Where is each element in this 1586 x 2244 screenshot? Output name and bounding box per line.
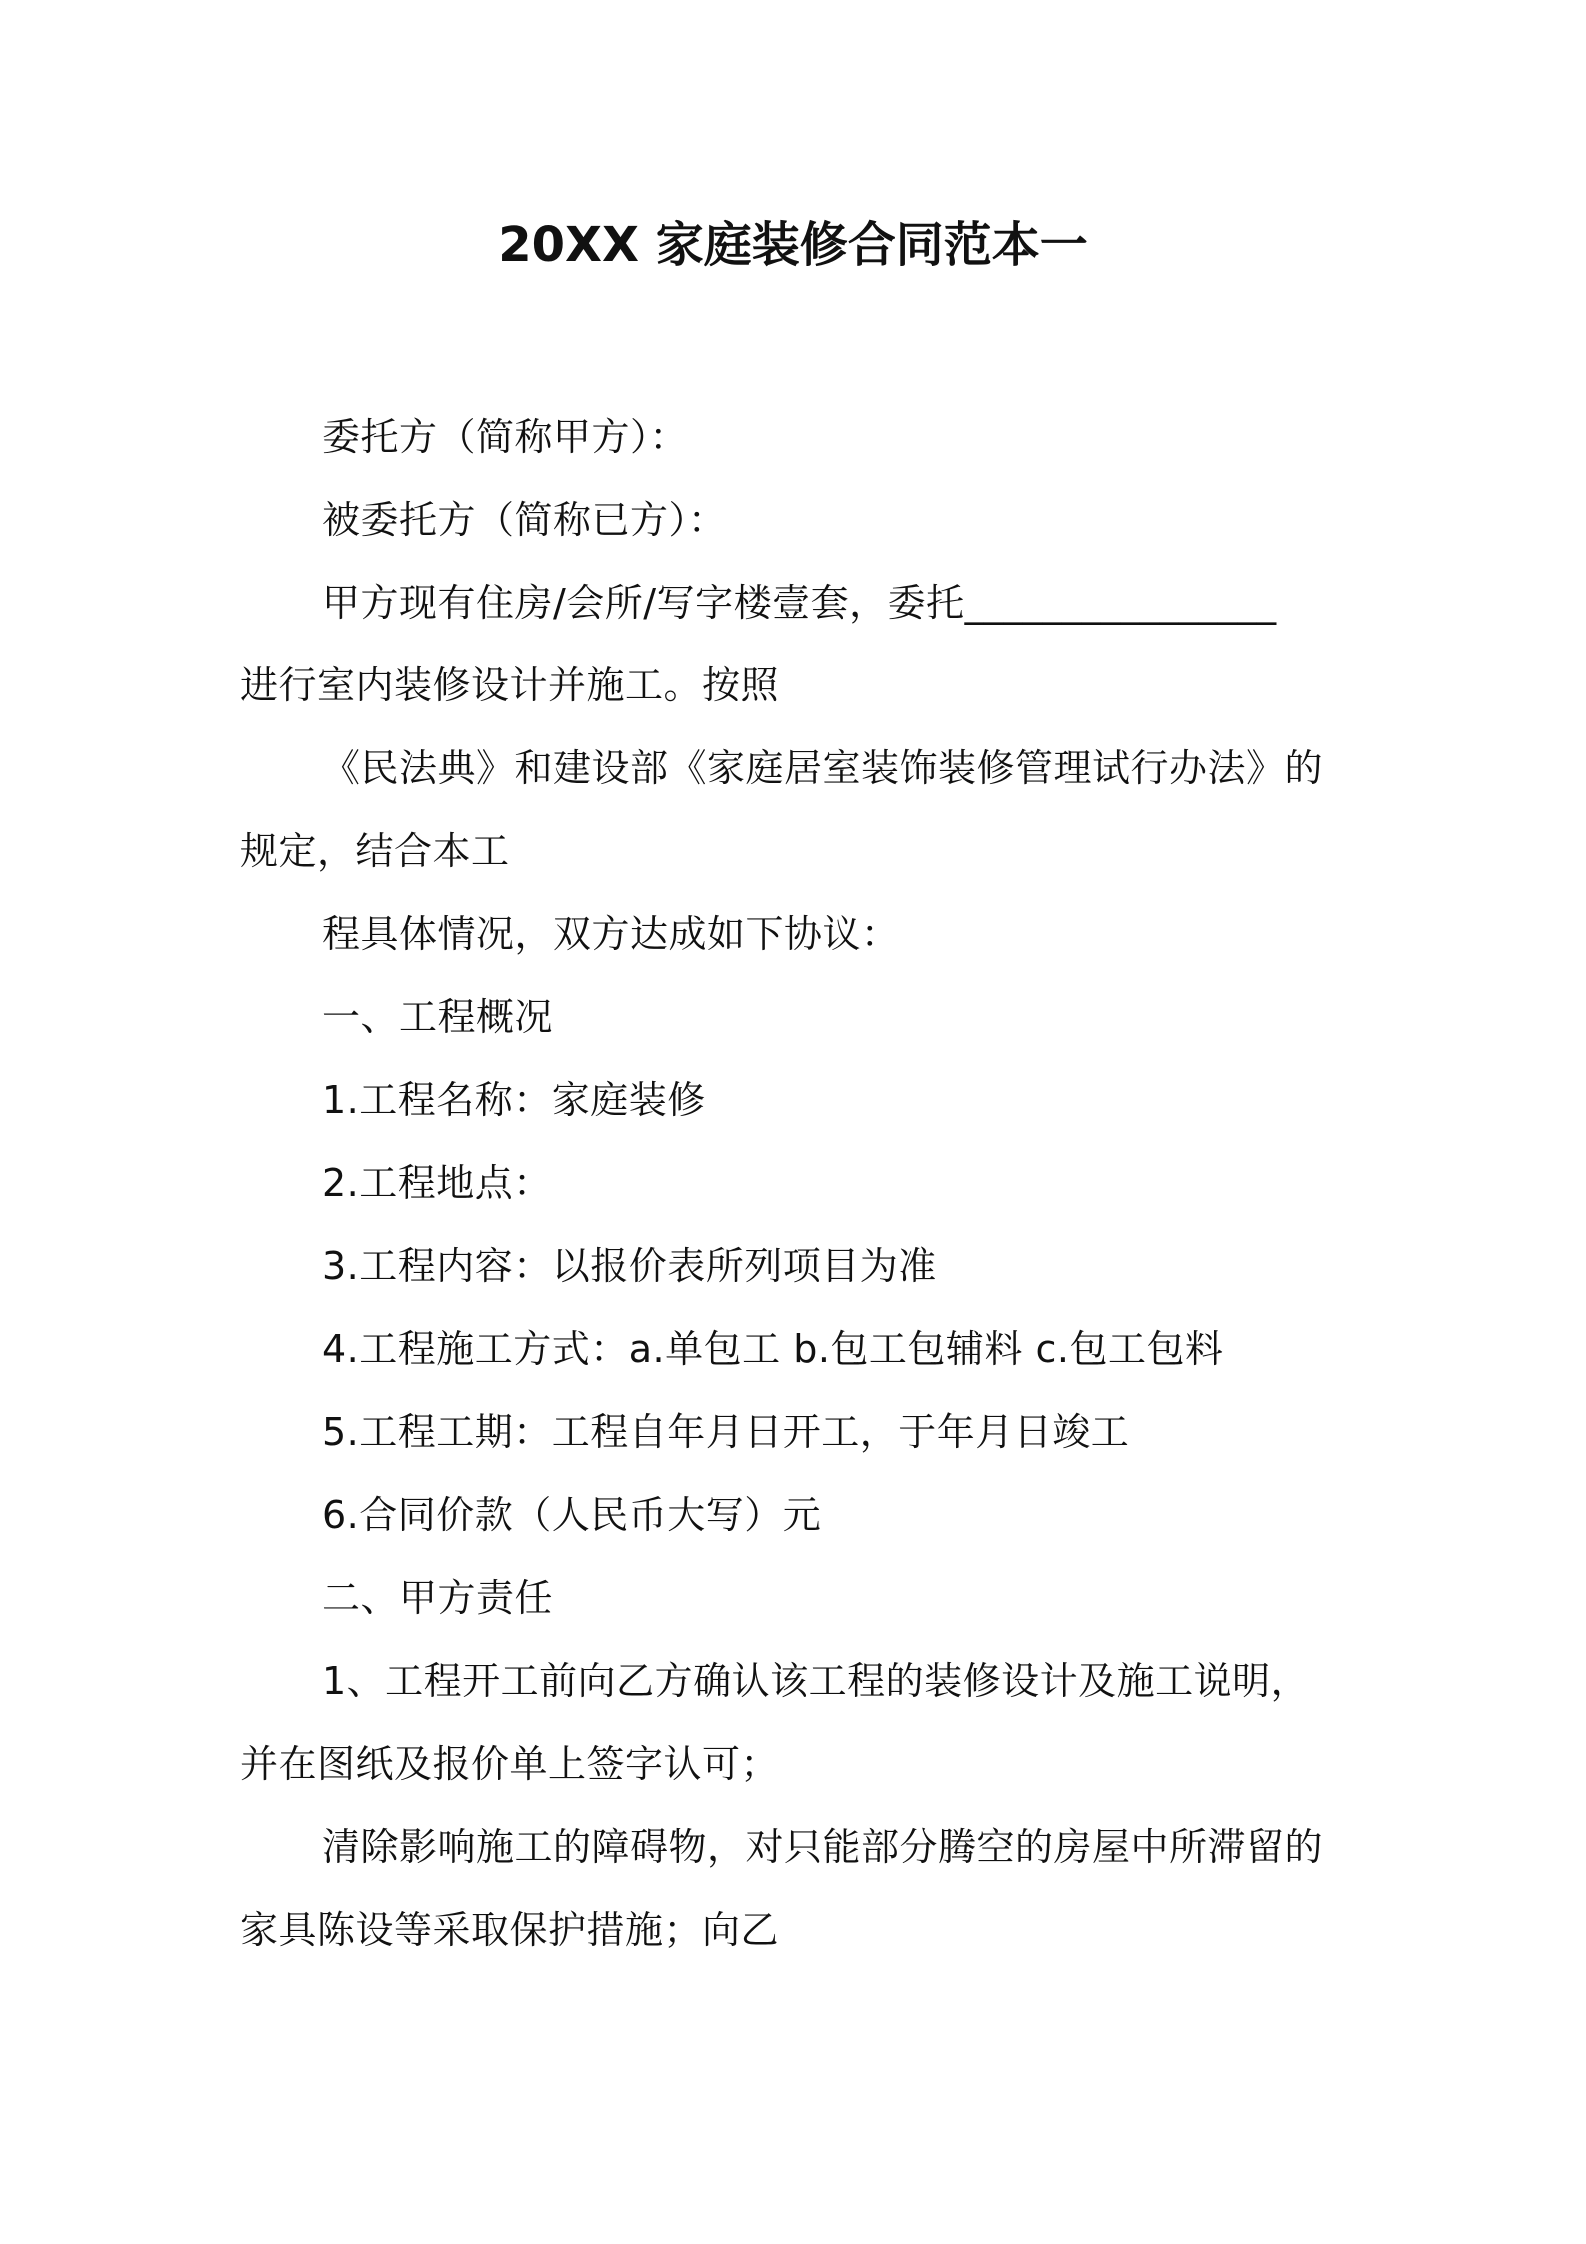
paragraph-line: 规定，结合本工 [240,829,510,873]
paragraph-line: 1、工程开工前向乙方确认该工程的装修设计及施工说明， [322,1659,1310,1703]
paragraph-line: 《民法典》和建设部《家庭居室装饰装修管理试行办法》的 [322,746,1324,790]
paragraph-line: 进行室内装修设计并施工。按照 [240,663,780,707]
paragraph-line: 被委托方（简称已方）： [322,498,727,542]
paragraph-line: 2.工程地点： [322,1161,552,1205]
paragraph-line: 委托方（简称甲方）： [322,415,689,459]
section-heading: 一、工程概况 [322,995,554,1039]
paragraph-line: 家具陈设等采取保护措施；向乙 [240,1908,780,1952]
paragraph-line: 1.工程名称：家庭装修 [322,1078,706,1122]
section-heading: 二、甲方责任 [322,1576,554,1620]
paragraph-line: 清除影响施工的障碍物，对只能部分腾空的房屋中所滞留的 [322,1825,1324,1869]
paragraph-line: 5.工程工期：工程自年月日开工，于年月日竣工 [322,1410,1130,1454]
paragraph-line: 4.工程施工方式：a.单包工 b.包工包辅料 c.包工包料 [322,1327,1224,1371]
paragraph-line: 6.合同价款（人民币大写）元 [322,1493,822,1537]
paragraph-line: 并在图纸及报价单上签字认可； [240,1742,780,1786]
paragraph-line: 程具体情况，双方达成如下协议： [322,912,900,956]
document-title: 20XX 家庭装修合同范本一 [498,217,1088,273]
paragraph-line: 3.工程内容：以报价表所列项目为准 [322,1244,937,1288]
paragraph-line: 甲方现有住房/会所/写字楼壹套，委托________________ [322,581,1277,625]
